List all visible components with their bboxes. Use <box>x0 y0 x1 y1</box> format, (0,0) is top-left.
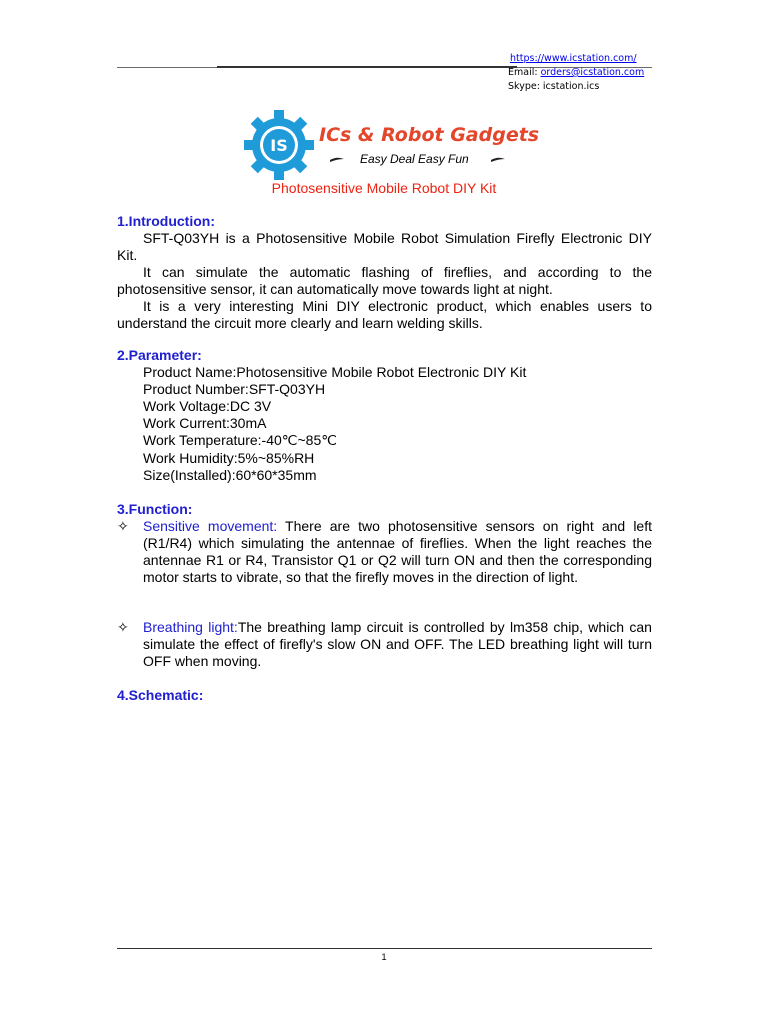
function-item-breathing-light <box>117 619 652 670</box>
email-label: Email: <box>508 67 541 78</box>
intro-heading: 1.Introduction: <box>117 213 215 229</box>
function-item-title: Breathing light: <box>143 619 238 635</box>
function-item-sensitive-movement <box>117 518 652 586</box>
page-number: 1 <box>381 952 387 962</box>
swoosh-left-icon <box>330 157 344 163</box>
param-size: Size(Installed):60*60*35mm <box>143 467 317 483</box>
intro-paragraph-2: It can simulate the automatic flashing of fireflies, and according to the photosensitive sensor, it can automatically move towards light at night. <box>117 264 652 297</box>
logo-name: ICs & Robot Gadgets <box>319 124 540 146</box>
header-url[interactable] <box>510 53 637 64</box>
function-item-text: The breathing lamp circuit is controlled by lm358 chip, which can simulate the effect of firefly's slow ON and OFF. The LED breathing light will turn OFF when moving. <box>143 619 652 669</box>
param-product-name: Product Name:Photosensitive Mobile Robot Electronic DIY Kit <box>143 364 527 380</box>
schematic-heading: 4.Schematic: <box>117 687 204 703</box>
param-work-humidity: Work Humidity:5%~85%RH <box>143 450 315 466</box>
parameter-heading: 2.Parameter: <box>117 347 202 363</box>
logo-mark: IS <box>270 136 288 155</box>
logo <box>244 112 540 172</box>
document-title: Photosensitive Mobile Robot DIY Kit <box>271 180 497 196</box>
star-bullet-icon: ✧ <box>117 619 129 635</box>
website-link[interactable]: https://www.icstation.com/ <box>510 53 637 64</box>
function-item-text: There are two photosensitive sensors on right and left (R1/R4) which simulating the antennae of fireflies. When the light reaches the antennae R1 or R4, Transistor Q1 or Q2 will turn ON and then the corresponding motor starts to vibrate, so that the firefly moves in the direction of light. <box>143 518 652 585</box>
function-item-title: Sensitive movement: <box>143 518 278 534</box>
param-work-current: Work Current:30mA <box>143 415 267 431</box>
header-skype: Skype: icstation.ics <box>508 81 600 92</box>
intro-paragraph-3: It is a very interesting Mini DIY electronic product, which enables users to understand the circuit more clearly and learn welding skills. <box>117 298 652 331</box>
gear-logo-icon <box>244 110 314 180</box>
email-link[interactable]: orders@icstation.com <box>540 67 645 78</box>
footer-divider <box>117 948 652 949</box>
intro-paragraph-1: SFT-Q03YH is a Photosensitive Mobile Robot Simulation Firefly Electronic DIY Kit. <box>117 230 652 263</box>
header-email <box>508 67 644 78</box>
param-work-voltage: Work Voltage:DC 3V <box>143 398 272 414</box>
swoosh-right-icon <box>491 157 505 163</box>
logo-tagline: Easy Deal Easy Fun <box>360 152 469 166</box>
param-work-temperature: Work Temperature:-40℃~85℃ <box>143 432 337 448</box>
param-product-number: Product Number:SFT-Q03YH <box>143 381 326 397</box>
star-bullet-icon: ✧ <box>117 518 129 534</box>
function-heading: 3.Function: <box>117 501 193 517</box>
